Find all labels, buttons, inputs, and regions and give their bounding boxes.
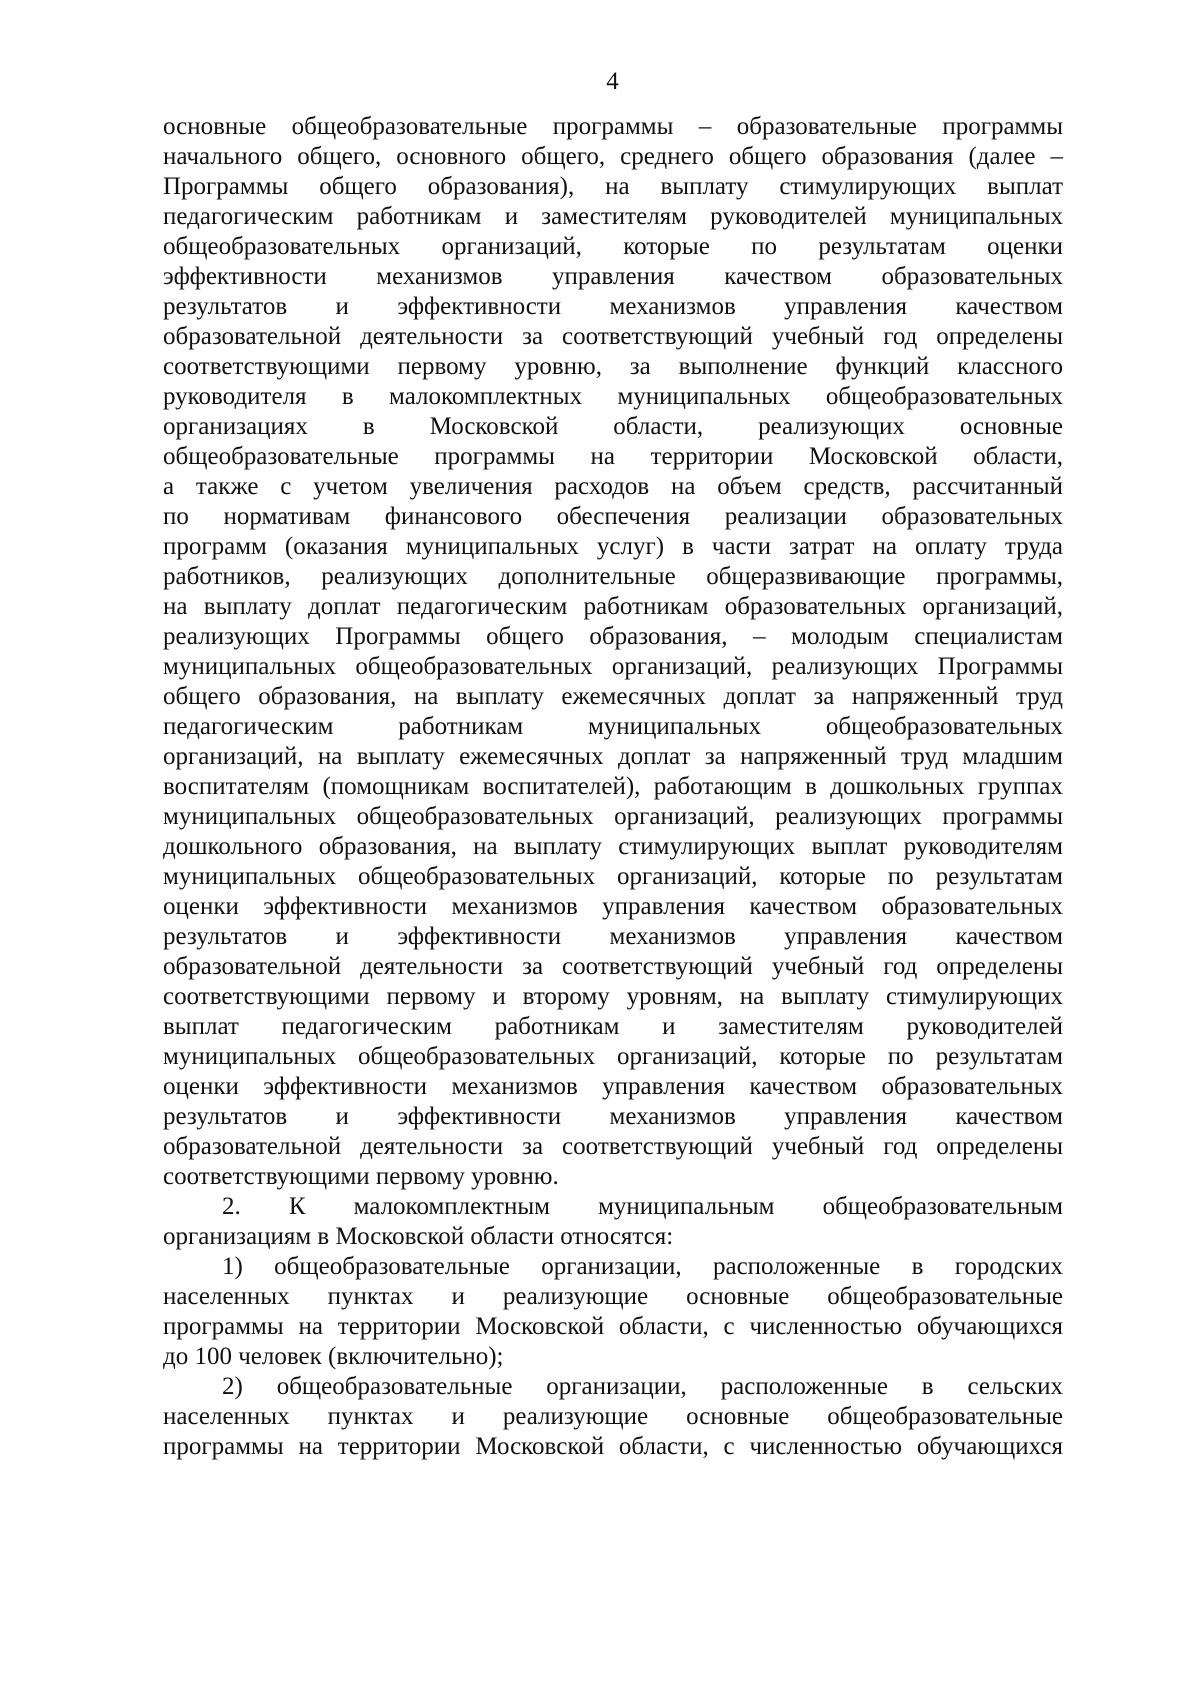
- text-line: начального общего, основного общего, среднего общего образования (далее –: [163, 143, 1063, 170]
- page-number: 4: [606, 68, 619, 95]
- text-line: выплат педагогическим работникам и заместителям руководителей: [163, 1013, 1063, 1040]
- document-body: [163, 112, 1063, 1462]
- text-line: муниципальных общеобразовательных организаций, реализующих программы: [163, 803, 1063, 830]
- text-line: реализующих Программы общего образования, – молодым специалистам: [163, 623, 1063, 650]
- text-line: соответствующими первому уровню.: [163, 1163, 559, 1190]
- text-line: воспитателям (помощникам воспитателей), работающим в дошкольных группах: [163, 773, 1063, 800]
- text-line: программы на территории Московской области, с численностью обучающихся: [163, 1433, 1063, 1460]
- text-line: населенных пунктах и реализующие основные общеобразовательные: [163, 1403, 1063, 1430]
- text-line: муниципальных общеобразовательных организаций, которые по результатам: [163, 1043, 1063, 1070]
- text-line: 2) общеобразовательные организации, расположенные в сельских: [222, 1373, 1063, 1400]
- text-line: работников, реализующих дополнительные общеразвивающие программы,: [163, 563, 1063, 590]
- text-line: соответствующими первому уровню, за выполнение функций классного: [163, 353, 1063, 380]
- text-line: по нормативам финансового обеспечения реализации образовательных: [163, 503, 1063, 530]
- text-line: соответствующими первому и второму уровням, на выплату стимулирующих: [163, 983, 1063, 1010]
- text-line: результатов и эффективности механизмов управления качеством: [163, 293, 1063, 320]
- text-line: дошкольного образования, на выплату стимулирующих выплат руководителям: [163, 833, 1063, 860]
- text-line: на выплату доплат педагогическим работникам образовательных организаций,: [163, 593, 1063, 620]
- text-line: эффективности механизмов управления качеством образовательных: [163, 263, 1063, 290]
- text-line: организациях в Московской области, реализующих основные: [163, 413, 1063, 440]
- text-line: организаций, на выплату ежемесячных доплат за напряженный труд младшим: [163, 743, 1063, 770]
- text-line: Программы общего образования), на выплату стимулирующих выплат: [163, 173, 1063, 200]
- text-line: а также с учетом увеличения расходов на объем средств, рассчитанный: [163, 473, 1063, 500]
- text-line: оценки эффективности механизмов управления качеством образовательных: [163, 893, 1063, 920]
- text-line: образовательной деятельности за соответствующий учебный год определены: [163, 1133, 1063, 1160]
- text-line: программ (оказания муниципальных услуг) в части затрат на оплату труда: [163, 533, 1063, 560]
- text-line: программы на территории Московской области, с численностью обучающихся: [163, 1313, 1063, 1340]
- text-line: муниципальных общеобразовательных организаций, реализующих Программы: [163, 653, 1063, 680]
- text-line: общего образования, на выплату ежемесячных доплат за напряженный труд: [163, 683, 1063, 710]
- text-line: до 100 человек (включительно);: [163, 1343, 504, 1370]
- text-line: 1) общеобразовательные организации, расположенные в городских: [222, 1253, 1063, 1280]
- text-line: педагогическим работникам и заместителям руководителей муниципальных: [163, 203, 1063, 230]
- text-line: организациям в Московской области относятся:: [163, 1223, 674, 1250]
- text-line: педагогическим работникам муниципальных общеобразовательных: [163, 713, 1063, 740]
- text-line: оценки эффективности механизмов управления качеством образовательных: [163, 1073, 1063, 1100]
- text-line: результатов и эффективности механизмов управления качеством: [163, 923, 1063, 950]
- text-line: общеобразовательные программы на территории Московской области,: [163, 443, 1063, 470]
- text-line: муниципальных общеобразовательных организаций, которые по результатам: [163, 863, 1063, 890]
- text-line: образовательной деятельности за соответствующий учебный год определены: [163, 953, 1063, 980]
- text-line: основные общеобразовательные программы – образовательные программы: [163, 113, 1063, 140]
- text-line: населенных пунктах и реализующие основные общеобразовательные: [163, 1283, 1063, 1310]
- text-line: образовательной деятельности за соответствующий учебный год определены: [163, 323, 1063, 350]
- text-line: общеобразовательных организаций, которые по результатам оценки: [163, 233, 1063, 260]
- text-line: 2. К малокомплектным муниципальным общеобразовательным: [222, 1193, 1063, 1220]
- text-line: руководителя в малокомплектных муниципальных общеобразовательных: [163, 383, 1063, 410]
- text-line: результатов и эффективности механизмов управления качеством: [163, 1103, 1063, 1130]
